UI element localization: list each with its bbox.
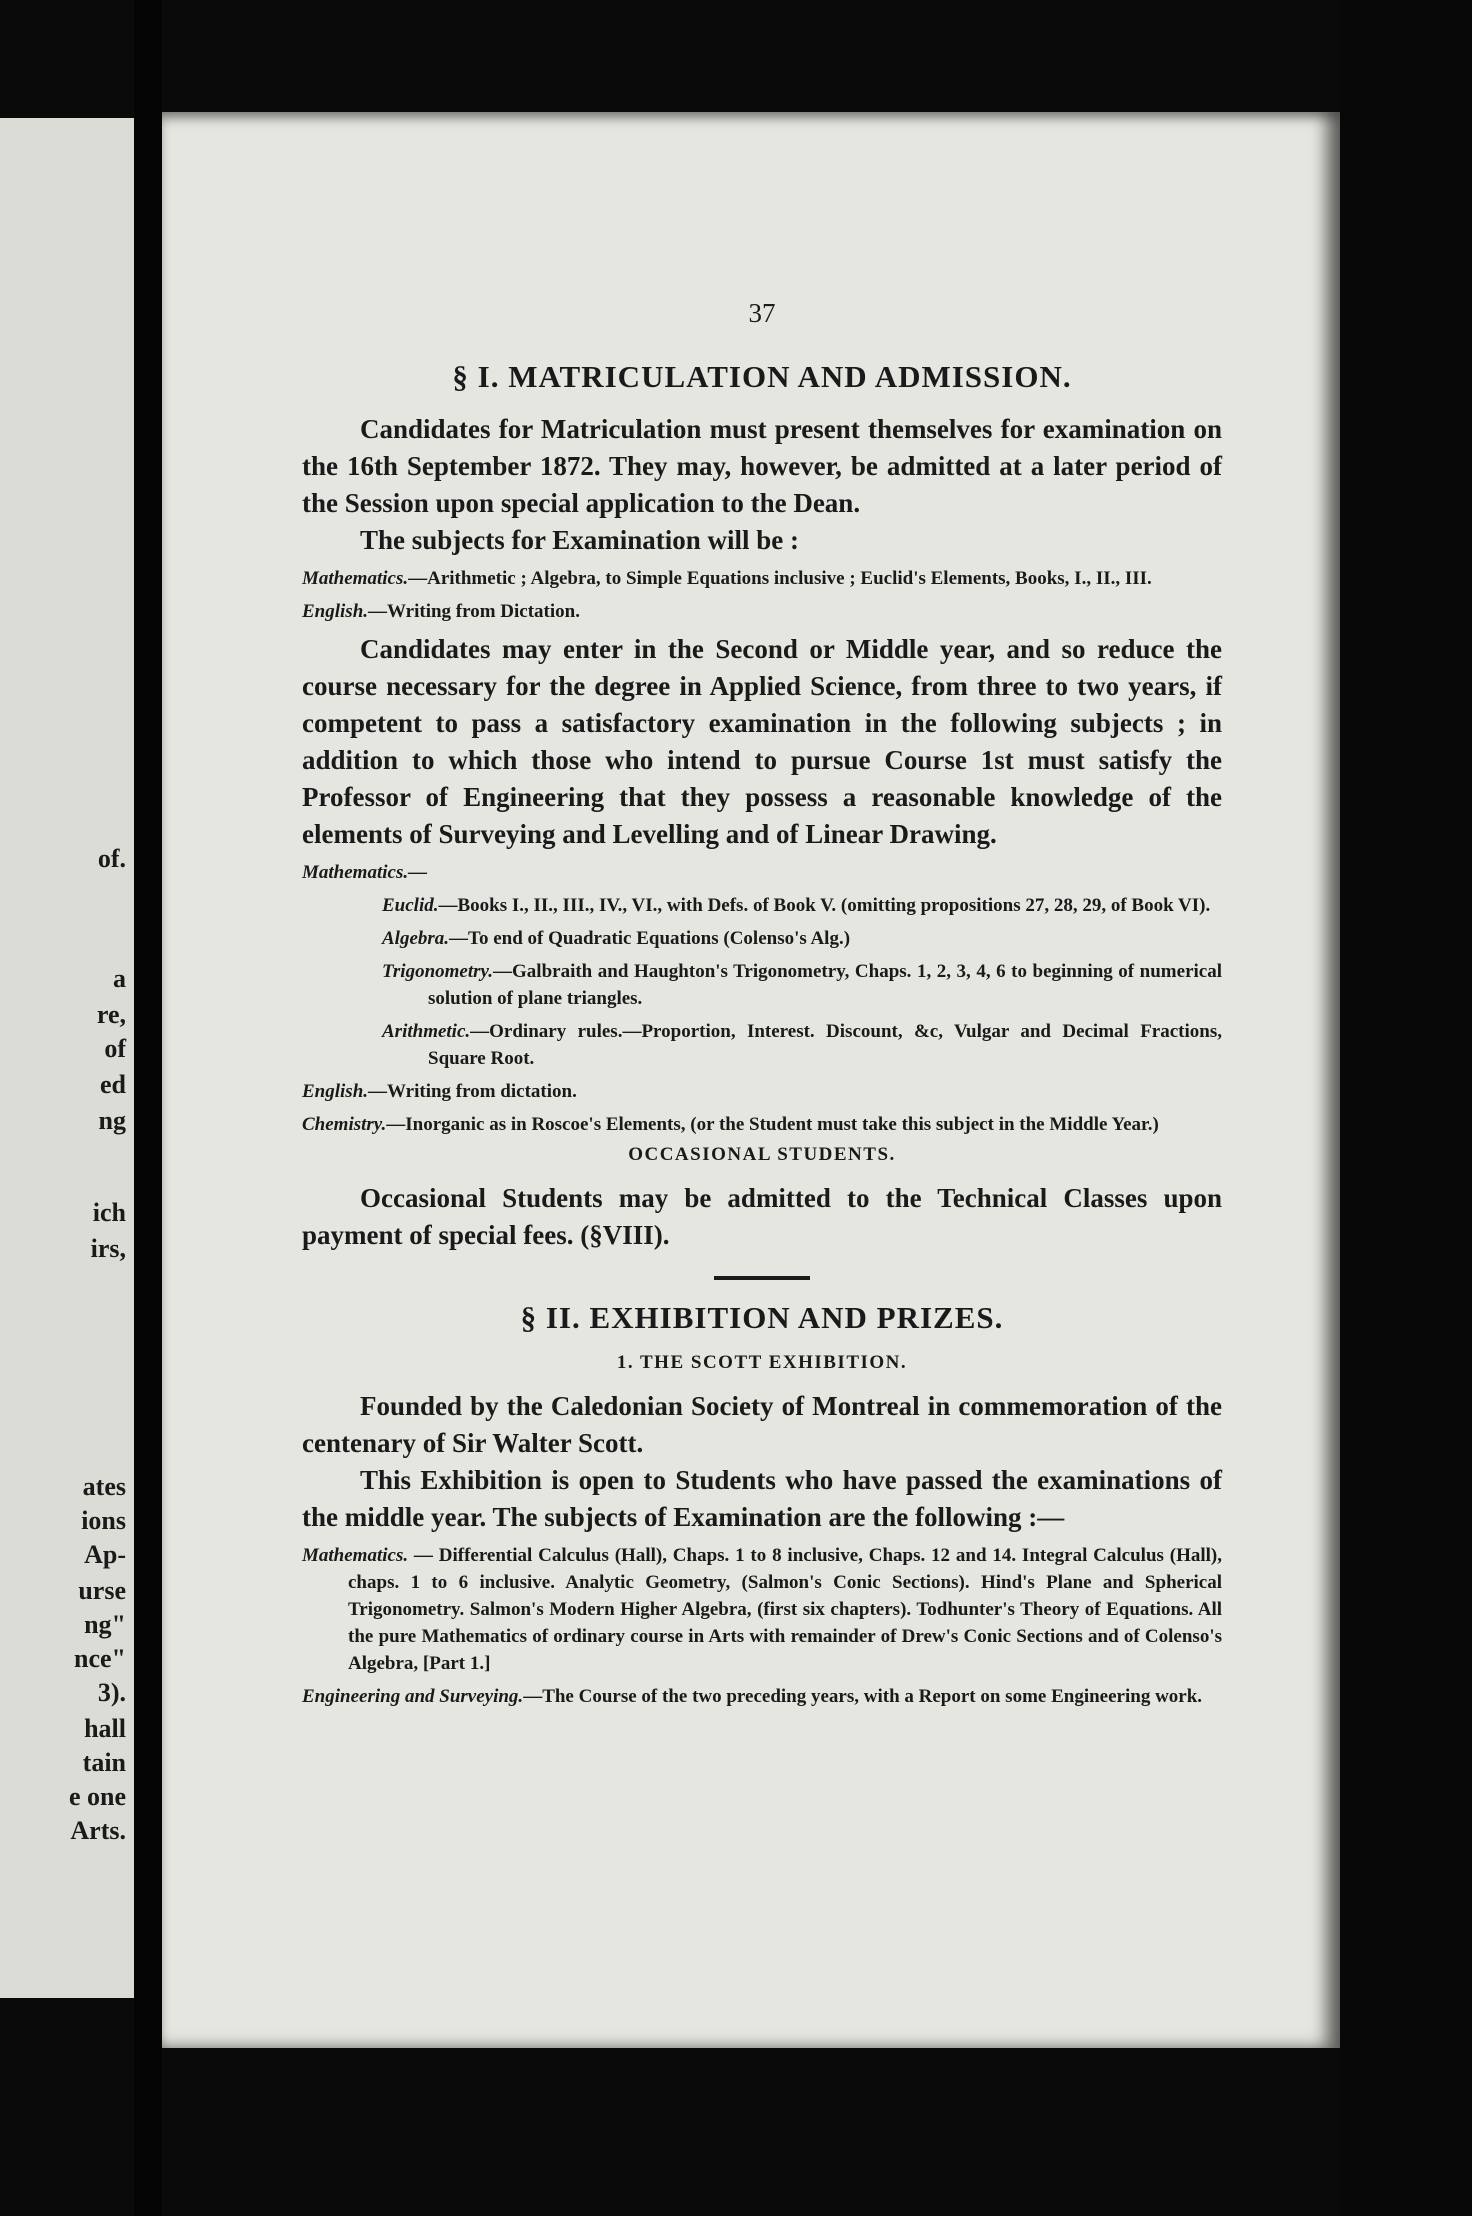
advanced-algebra: [302, 925, 1222, 952]
document-page: [162, 112, 1340, 2048]
section-2-paragraph-2: This Exhibition is open to Students who have passed the examinations of the middle year. The subjects of Examination are the following :—: [302, 1465, 1222, 1532]
facing-page-fragment: nce": [74, 1644, 126, 1673]
page-gutter: [134, 0, 162, 2216]
entrance-mathematics-label: Mathematics.: [302, 568, 409, 589]
facing-page-fragments: [0, 0, 134, 2216]
facing-page-fragment: ions: [81, 1506, 126, 1535]
algebra-text: —To end of Quadratic Equations (Colenso's Alg.): [449, 928, 851, 949]
facing-page-fragment: ng: [98, 1106, 126, 1135]
occasional-students-paragraph: Occasional Students may be admitted to the Technical Classes upon payment of special fees. (§VIII).: [302, 1183, 1222, 1250]
chemistry-text: —Inorganic as in Roscoe's Elements, (or the Student must take this subject in the Middle Year.): [386, 1114, 1159, 1135]
exhibition-engineering-label: Engineering and Surveying.: [302, 1686, 524, 1707]
advanced-mathematics-heading: [302, 859, 1222, 886]
facing-page-fragment: Ap-: [84, 1540, 126, 1569]
advanced-english-text: —Writing from dictation.: [368, 1081, 577, 1102]
facing-page-fragment: re,: [96, 1000, 126, 1029]
section-2-title: § II. EXHIBITION AND PRIZES.: [520, 1300, 1004, 1335]
exhibition-engineering: [302, 1683, 1222, 1710]
exhibition-mathematics: [302, 1542, 1222, 1677]
advanced-arithmetic: [302, 1018, 1222, 1072]
facing-page-fragment: a: [113, 964, 126, 993]
trigonometry-text: —Galbraith and Haughton's Trigonometry, Chaps. 1, 2, 3, 4, 6 to beginning of numerical solution of plane triangles.: [428, 961, 1222, 1009]
facing-page-fragment: ed: [100, 1070, 126, 1099]
advanced-english: [302, 1078, 1222, 1105]
facing-page-fragment: e one: [68, 1782, 126, 1811]
facing-page-fragment: hall: [84, 1714, 126, 1743]
advanced-mathematics-label: Mathematics.—: [302, 862, 428, 883]
facing-page-fragment: of.: [97, 844, 126, 873]
section-1-paragraph-2: The subjects for Examination will be :: [360, 525, 800, 555]
scott-exhibition-heading: 1. THE SCOTT EXHIBITION.: [616, 1352, 908, 1373]
section-1-title: § I. MATRICULATION AND ADMISSION.: [452, 359, 1072, 394]
facing-page-fragment: irs,: [90, 1234, 126, 1263]
algebra-label: Algebra.: [382, 928, 450, 949]
exhibition-mathematics-text: — Differential Calculus (Hall), Chaps. 1 to 8 inclusive, Chaps. 12 and 14. Integral Calculus (Hall), chaps. 1 to 6 inclusive. Analytic Geometry, (Salmon's Conic Sections). Hind's Plane and Spherical Trigonometry. Salmon's Modern Higher Algebra, (first six chapters). Todhunter's Theory of Equations. All the pure Mathematics of ordinary course in Arts with remainder of Drew's Conic Sections and of Colenso's Algebra, [Part 1.]: [348, 1545, 1222, 1674]
exhibition-mathematics-label: Mathematics.: [302, 1545, 409, 1566]
arithmetic-label: Arithmetic.: [382, 1021, 471, 1042]
page-number: 37: [748, 298, 776, 328]
advanced-english-label: English.: [302, 1081, 369, 1102]
facing-page-fragment: ich: [92, 1198, 126, 1227]
facing-page-fragment: ates: [82, 1472, 126, 1501]
entrance-mathematics: [302, 565, 1222, 592]
facing-page-fragment: ng": [84, 1610, 126, 1639]
facing-page-fragment: 3).: [97, 1678, 126, 1707]
facing-page-fragment: Arts.: [70, 1816, 126, 1845]
advanced-chemistry: [302, 1111, 1222, 1138]
trigonometry-label: Trigonometry.: [382, 961, 494, 982]
entrance-english-text: —Writing from Dictation.: [368, 601, 580, 622]
euclid-text: —Books I., II., III., IV., VI., with Defs. of Book V. (omitting propositions 27, 28, 29, of Book VI).: [438, 895, 1211, 916]
occasional-students-heading: OCCASIONAL STUDENTS.: [628, 1144, 896, 1165]
entrance-english: [302, 598, 1222, 625]
advanced-euclid: [302, 892, 1222, 919]
euclid-label: Euclid.: [382, 895, 439, 916]
section-1-paragraph-1: Candidates for Matriculation must present themselves for examination on the 16th September 1872. They may, however, be admitted at a later period of the Session upon special application to the Dean.: [302, 414, 1222, 518]
scan-background: [1340, 0, 1472, 2216]
arithmetic-text: —Ordinary rules.—Proportion, Interest. Discount, &c, Vulgar and Decimal Fractions, Square Root.: [428, 1021, 1222, 1069]
page-content: [302, 298, 1222, 1716]
section-2-paragraph-1: Founded by the Caledonian Society of Montreal in commemoration of the centenary of Sir Walter Scott.: [302, 1391, 1222, 1458]
advanced-trigonometry: [302, 958, 1222, 1012]
entrance-mathematics-text: —Arithmetic ; Algebra, to Simple Equations inclusive ; Euclid's Elements, Books, I., II., III.: [408, 568, 1152, 589]
facing-page-fragment: urse: [78, 1576, 126, 1605]
section-1-paragraph-3: Candidates may enter in the Second or Middle year, and so reduce the course necessary for the degree in Applied Science, from three to two years, if competent to pass a satisfactory examination in the following subjects ; in addition to which those who intend to pursue Course 1st must satisfy the Professor of Engineering that they possess a reasonable knowledge of the elements of Surveying and Levelling and of Linear Drawing.: [302, 634, 1222, 849]
chemistry-label: Chemistry.: [302, 1114, 387, 1135]
facing-page-fragment: tain: [82, 1748, 126, 1777]
section-divider: [714, 1276, 810, 1280]
exhibition-engineering-text: —The Course of the two preceding years, with a Report on some Engineering work.: [523, 1686, 1203, 1707]
facing-page-fragment: of: [104, 1034, 126, 1063]
entrance-english-label: English.: [302, 601, 369, 622]
